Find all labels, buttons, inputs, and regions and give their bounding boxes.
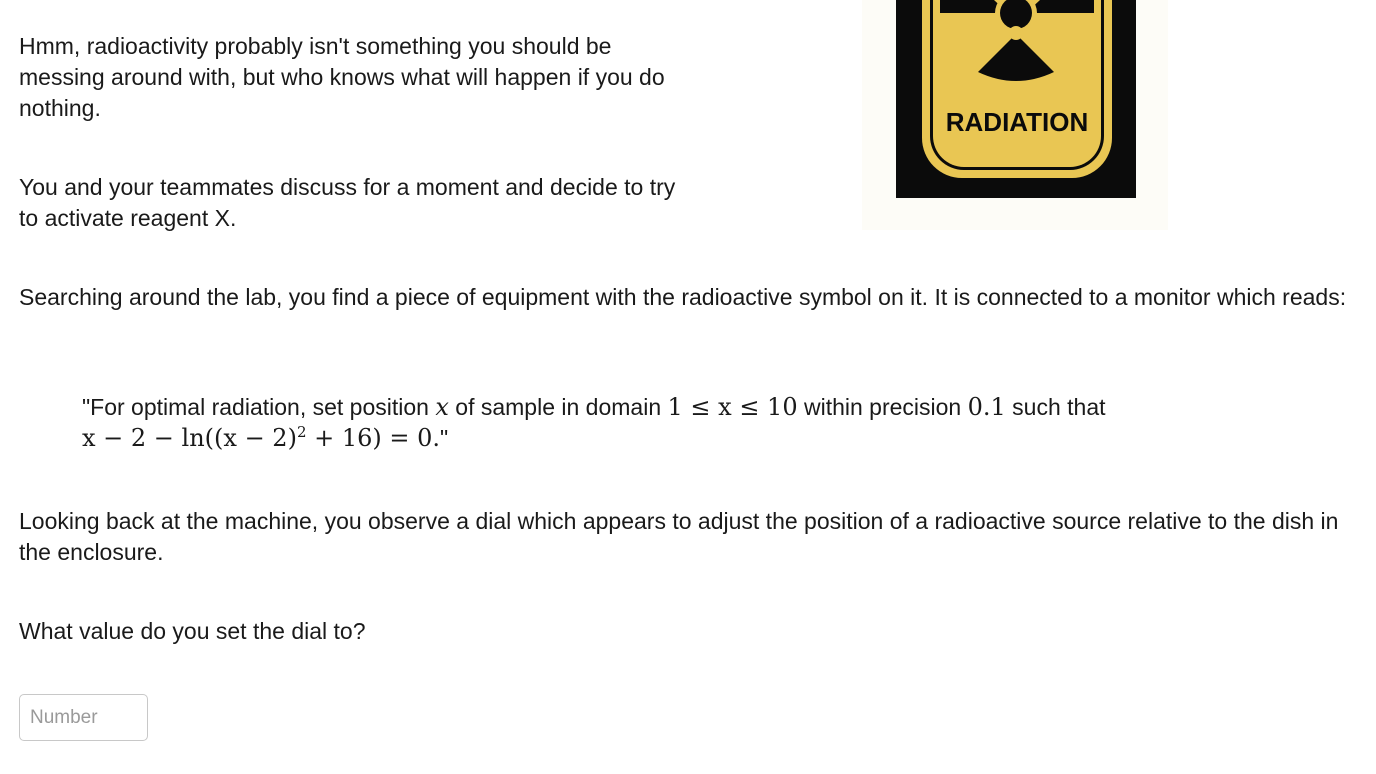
radiation-icon <box>930 0 1104 100</box>
math-precision: 0.1 <box>967 393 1006 421</box>
math-domain: 1 ≤ x ≤ 10 <box>667 393 798 421</box>
quote-open: "For optimal radiation, set position <box>82 394 436 420</box>
search-paragraph: Searching around the lab, you find a piece of equipment with the radioactive symbol on it. It is connected to a monitor which reads: <box>19 284 1347 310</box>
monitor-quote <box>82 392 1342 454</box>
question-text: What value do you set the dial to? <box>19 618 366 644</box>
quote-mid2: within precision <box>797 394 968 420</box>
math-variable: x <box>435 393 449 421</box>
dial-value-input[interactable] <box>19 694 148 741</box>
quote-close: " <box>440 425 449 451</box>
discuss-paragraph: You and your teammates discuss for a moment and decide to try to activate reagent X. <box>19 174 676 231</box>
observe-paragraph: Looking back at the machine, you observe a dial which appears to adjust the position of a radioactive source relative to the dish in the enclosure. <box>19 508 1339 565</box>
math-equation: $x - 2 - \ln((x - 2)^2 + 16) = 0$. <box>82 423 441 452</box>
quote-mid1: of sample in domain <box>448 394 668 420</box>
quote-mid3: such that <box>1005 394 1106 420</box>
intro-paragraph: Hmm, radioactivity probably isn't something you should be messing around with, but who knows what will happen if you do nothing. <box>19 33 665 121</box>
sign-label: RADIATION <box>945 107 1089 137</box>
radiation-sign-image <box>862 0 1168 230</box>
